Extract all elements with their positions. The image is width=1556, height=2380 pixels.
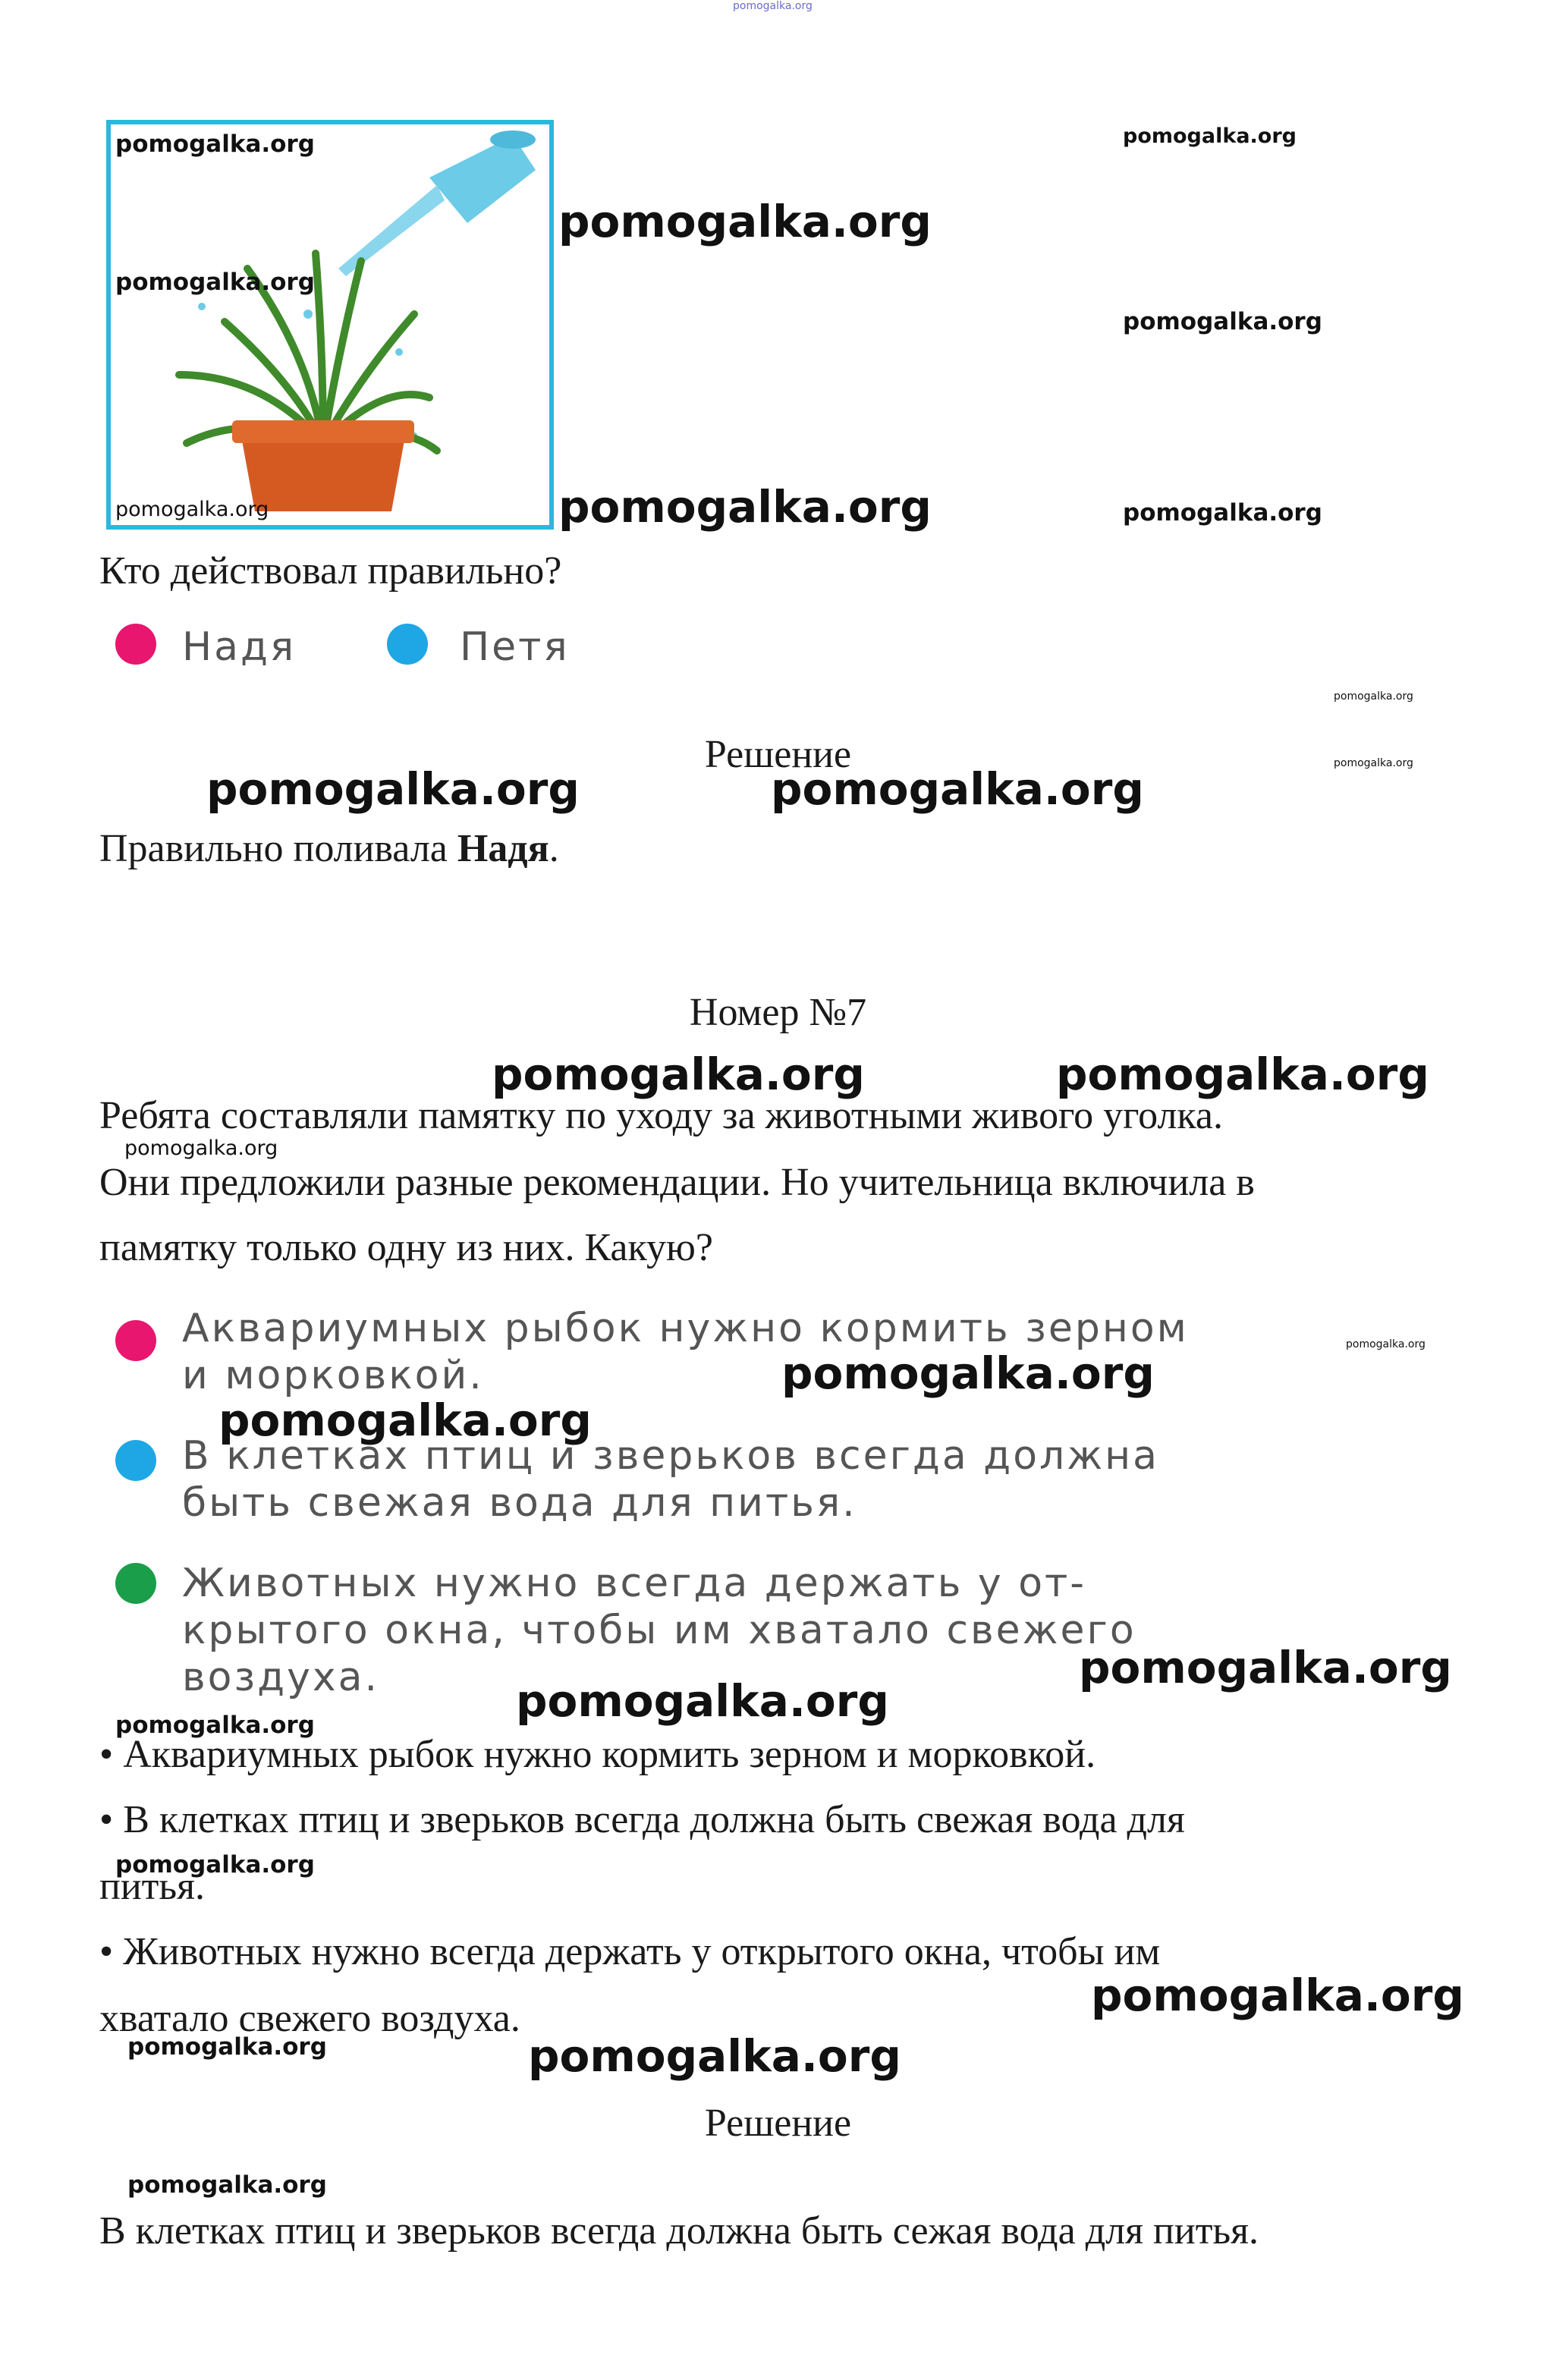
watermark: pomogalka.org [1056,1049,1429,1100]
watermark: pomogalka.org [1334,757,1413,769]
watermark: pomogalka.org [528,2030,901,2082]
option-line: Животных нужно всегда держать у от- [182,1561,1087,1606]
watermark: pomogalka.org [1123,499,1322,527]
solution-7-answer: В клетках птиц и зверьков всегда должна быть сежая вода для питья. [99,2209,1259,2253]
watermark: pomogalka.org [206,763,580,815]
option-line: быть свежая вода для питья. [182,1480,857,1526]
answer-prefix: Правильно поливала [99,827,457,870]
answer-suffix: . [549,827,559,870]
watermark: pomogalka.org [781,1347,1155,1399]
option-dot-pink [115,1320,156,1361]
watermark: pomogalka.org [516,1675,889,1727]
plant-watering-illustration [106,120,554,530]
watermark: pomogalka.org [558,481,932,533]
task-7-intro-line: Ребята составляли памятку по уходу за животными живого уголка. [99,1094,1223,1137]
bullet-item-continued: хватало свежего воздуха. [99,1997,520,2040]
watermark: pomogalka.org [115,1851,315,1879]
option-line: В клетках птиц и зверьков всегда должна [182,1433,1159,1479]
option-nadya: Надя [182,624,297,670]
watermark: pomogalka.org [115,498,269,521]
watermark: pomogalka.org [127,2171,327,2199]
top-watermark: pomogalka.org [733,0,813,12]
plant-icon [111,124,549,525]
task-7-intro-line: Они предложили разные рекомендации. Но учительница включила в [99,1161,1255,1204]
watermark: pomogalka.org [115,269,315,296]
option-petya: Петя [460,624,570,670]
watermark: pomogalka.org [492,1049,865,1100]
watermark: pomogalka.org [771,763,1144,815]
solution-6-heading: Решение [704,733,852,776]
question-6: Кто действовал правильно? [99,549,562,593]
bullet-item: • В клетках птиц и зверьков всегда должна быть свежая вода для [99,1798,1185,1841]
task-7-option-2 [182,1432,1159,1526]
option-line: Аквариумных рыбок нужно кормить зерном [182,1306,1189,1351]
watermark: pomogalka.org [1091,1970,1464,2021]
watermark: pomogalka.org [115,130,315,158]
watermark: pomogalka.org [127,2033,327,2061]
watermark: pomogalka.org [124,1137,278,1160]
answer-name: Надя [457,827,549,870]
option-dot-blue [115,1440,156,1481]
watermark: pomogalka.org [1123,124,1297,148]
task-7-title: Номер №7 [689,991,867,1034]
option-line: воздуха. [182,1655,380,1700]
watermark: pomogalka.org [1123,308,1322,335]
solution-7-heading: Решение [704,2102,852,2145]
watermark: pomogalka.org [1334,690,1413,703]
option-dot-green [115,1563,156,1604]
option-dot-blue [387,624,428,665]
option-line: крытого окна, чтобы им хватало свежего [182,1608,1136,1653]
watermark: pomogalka.org [218,1394,592,1446]
option-dot-pink [115,624,156,665]
watermark: pomogalka.org [1079,1642,1452,1693]
watermark: pomogalka.org [1346,1338,1426,1350]
option-line: и морковкой. [182,1353,484,1398]
task-7-intro-line: памятку только одну из них. Какую? [99,1226,713,1269]
solution-6-answer [99,825,559,872]
bullet-item: • Животных нужно всегда держать у открытого окна, чтобы им [99,1930,1161,1973]
bullet-item: • Аквариумных рыбок нужно кормить зерном и морковкой. [99,1733,1096,1776]
bullet-item-continued: питья. [99,1865,206,1908]
watermark: pomogalka.org [115,1712,315,1739]
watermark: pomogalka.org [558,196,932,247]
